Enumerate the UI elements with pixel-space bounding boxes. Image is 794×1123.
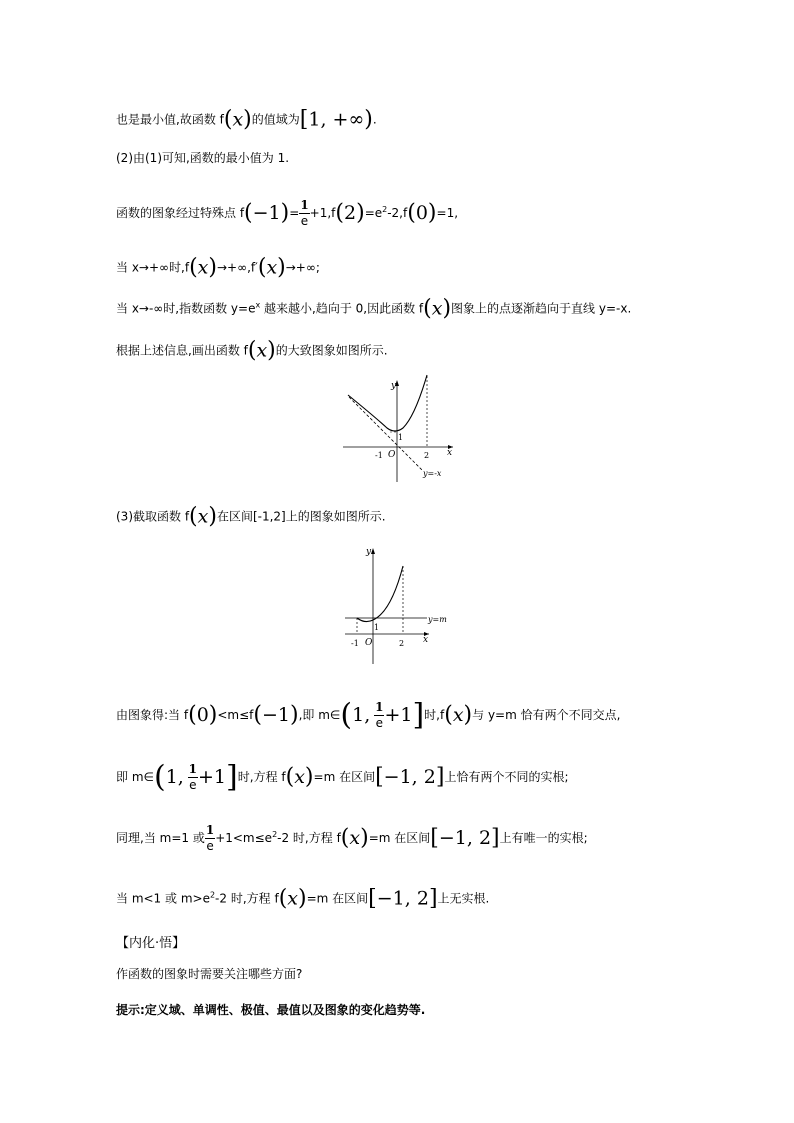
paren: )	[208, 702, 218, 728]
paren: )	[290, 702, 299, 728]
text: 根据上述信息,画出函数 f	[116, 343, 248, 358]
interval: −1, 2	[438, 827, 492, 849]
paren: )	[208, 504, 217, 529]
big-bracket: ]	[412, 697, 425, 733]
bracket: ]	[435, 764, 445, 790]
bracket: [	[299, 107, 309, 132]
origin-label: O	[365, 638, 373, 648]
frac-den: e	[189, 778, 197, 792]
paren: )	[427, 200, 437, 226]
line-limit-plus-inf	[116, 257, 320, 279]
paren: (	[189, 504, 198, 529]
function-graph-2	[343, 540, 455, 668]
text: 在区间[-1,2]上的图象如图所示.	[216, 509, 386, 524]
bracket: [	[375, 764, 384, 790]
y-axis-arrow	[371, 548, 375, 554]
text: 时,方程 f	[237, 770, 286, 784]
text: 也是最小值,故函数 f	[116, 112, 224, 127]
interval-start: 1,	[352, 704, 371, 726]
paren: )	[277, 255, 286, 280]
text: 越来越小,趋向于 0,因此函数 f	[260, 301, 424, 316]
range-value: 1, +∞	[308, 108, 365, 131]
paren: )	[356, 200, 365, 226]
paren: )	[442, 296, 452, 321]
asymptote-line	[349, 397, 423, 471]
line-part2-intro: (2)由(1)可知,函数的最小值为 1.	[116, 151, 290, 165]
origin-label: O	[388, 450, 396, 460]
line-no-root	[116, 888, 489, 910]
function-curve	[357, 566, 403, 622]
paren: (	[423, 296, 432, 321]
paren: (	[253, 702, 262, 728]
fraction	[188, 762, 198, 793]
big-paren: (	[153, 759, 166, 795]
frac-den: e	[206, 839, 214, 853]
fraction	[205, 823, 215, 854]
bracket: )	[364, 107, 373, 132]
tick-2: 2	[399, 639, 405, 648]
math-x: x	[287, 887, 298, 910]
paren: )	[243, 107, 252, 132]
interval: −1, 2	[383, 766, 436, 788]
line-label: y=m	[428, 615, 447, 624]
text: <m≤f	[217, 708, 254, 722]
function-curve	[348, 375, 427, 431]
text: =e	[364, 206, 383, 220]
frac-num: 1	[205, 823, 215, 837]
exponent: 2	[382, 205, 388, 214]
line-unique-root	[116, 823, 588, 854]
math-x: x	[431, 297, 443, 320]
text: 与 y=m 恰有两个不同交点,	[472, 708, 621, 722]
bracket: [	[368, 886, 377, 911]
paren: )	[267, 338, 276, 363]
text: 由图象得:当 f	[116, 708, 189, 722]
paren: (	[247, 338, 257, 363]
asymptote-label: y=-x	[423, 469, 442, 478]
paren: (	[444, 702, 453, 728]
text: 的大致图象如图所示.	[275, 343, 388, 358]
text: -2 时,方程 f	[215, 891, 279, 906]
math-x: x	[197, 256, 209, 279]
section-heading-internalize: 【内化·悟】	[116, 936, 186, 951]
big-bracket: ]	[226, 759, 238, 795]
text: 当 x→-∞时,指数函数 y=e	[116, 301, 256, 316]
bracket: ]	[491, 825, 500, 851]
bracket: ]	[428, 886, 438, 911]
text: =	[289, 206, 300, 220]
text: →+∞;	[285, 260, 320, 275]
line-from-graph	[116, 697, 621, 733]
x-label: x	[423, 635, 429, 645]
text: =m 在区间	[306, 891, 369, 906]
paren: (	[223, 107, 233, 132]
text: =m 在区间	[368, 831, 431, 845]
text: 同理,当 m=1 或	[116, 831, 205, 845]
paren: )	[360, 825, 369, 851]
text: →+∞,f′	[216, 260, 258, 275]
x-label: x	[447, 448, 453, 458]
math-arg: −1	[252, 202, 281, 224]
math-x: x	[349, 827, 361, 849]
tick-neg1: -1	[375, 451, 383, 460]
paren: )	[463, 702, 473, 728]
frac-num: 1	[188, 762, 198, 776]
text: -2,f	[387, 206, 408, 220]
paren: (	[188, 702, 197, 728]
math-x: x	[256, 339, 268, 362]
paren: )	[280, 200, 290, 226]
paren: (	[335, 200, 344, 226]
text: 上有唯一的实根;	[499, 831, 588, 845]
math-x: x	[266, 256, 278, 279]
interval: −1, 2	[376, 887, 429, 910]
line-part3-intro	[116, 506, 386, 528]
tick-2: 2	[424, 451, 430, 460]
math-x: x	[197, 505, 209, 528]
paren: (	[285, 764, 295, 790]
fraction	[374, 700, 384, 731]
line-draw-graph	[116, 340, 388, 362]
paren: (	[257, 255, 267, 280]
text: 即 m∈	[116, 770, 154, 784]
function-graph-1	[335, 372, 460, 484]
value-1: 1	[374, 623, 380, 632]
interval-end: +1	[384, 704, 413, 726]
math-x: x	[294, 766, 305, 788]
text: +1<m≤e	[215, 831, 273, 845]
frac-den: e	[375, 716, 383, 730]
math-arg: 0	[415, 202, 428, 224]
paren: (	[407, 200, 416, 226]
math-x: x	[232, 108, 244, 131]
text: 函数的图象经过特殊点 f	[116, 206, 245, 220]
text: 时,f	[424, 708, 445, 722]
line-two-roots	[116, 759, 569, 795]
exponent: 2	[272, 830, 278, 839]
value-1: 1	[398, 433, 404, 442]
text: 图象上的点逐渐趋向于直线 y=-x.	[451, 301, 632, 316]
interval-start: 1,	[165, 766, 184, 788]
text: -2 时,方程 f	[277, 831, 341, 845]
text: +1,f	[309, 206, 336, 220]
big-paren: (	[340, 697, 353, 733]
paren: (	[189, 255, 198, 280]
text: =1,	[436, 206, 459, 220]
frac-num: 1	[300, 198, 309, 212]
frac-num: 1	[375, 700, 384, 714]
text: 上无实根.	[437, 891, 490, 906]
math-arg: 2	[344, 202, 357, 224]
question-text: 作函数的图象时需要关注哪些方面?	[116, 967, 303, 981]
text: .	[372, 112, 377, 127]
fraction	[299, 198, 309, 229]
paren: (	[340, 825, 350, 851]
math-arg: −1	[262, 704, 291, 726]
y-label: y	[391, 381, 397, 391]
text: (3)截取函数 f	[116, 509, 190, 524]
text: 当 x→+∞时,f	[116, 260, 190, 275]
math-arg: 0	[196, 704, 209, 726]
paren: )	[208, 255, 217, 280]
bracket: [	[430, 825, 439, 851]
text: 的值域为	[251, 112, 300, 127]
line-limit-minus-inf	[116, 298, 631, 320]
paren: )	[298, 886, 307, 911]
tick-neg1: -1	[351, 639, 359, 648]
exponent: x	[255, 300, 261, 310]
text: 上恰有两个不同的实根;	[444, 770, 569, 784]
hint-text: 提示:定义域、单调性、极值、最值以及图象的变化趋势等.	[116, 1003, 426, 1017]
line-special-points	[116, 198, 458, 229]
frac-den: e	[300, 214, 309, 228]
exponent: 2	[209, 890, 216, 900]
paren: (	[278, 886, 288, 911]
interval-end: +1	[198, 766, 227, 788]
text: ,即 m∈	[298, 708, 341, 722]
text: 当 m<1 或 m>e	[116, 891, 210, 906]
math-x: x	[452, 704, 464, 726]
text: =m 在区间	[313, 770, 376, 784]
line-range-conclusion	[116, 109, 377, 131]
paren: (	[244, 200, 253, 226]
paren: )	[304, 764, 314, 790]
y-label: y	[366, 547, 372, 557]
